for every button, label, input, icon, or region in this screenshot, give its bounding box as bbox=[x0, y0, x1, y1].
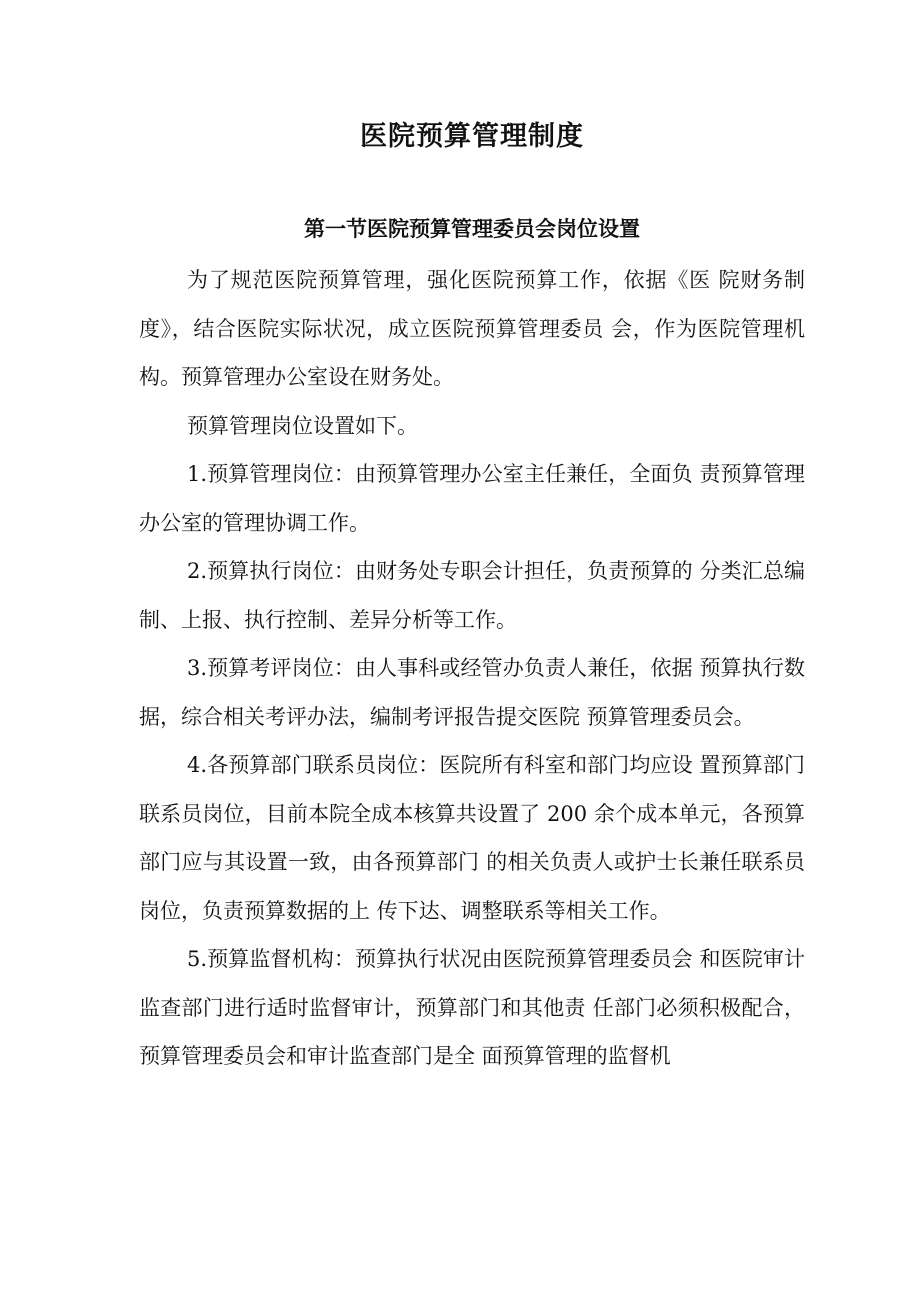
paragraph-positions-intro: 预算管理岗位设置如下。 bbox=[187, 413, 418, 438]
paragraph-item-1: 1.预算管理岗位：由预算管理办公室主任兼任，全面负 责预算管理办公室的管理协调工作。 bbox=[139, 462, 805, 535]
paragraph-item-5: 5.预算监督机构：预算执行状况由医院预算管理委员会 和医院审计监查部门进行适时监督审计，预算部门和其他责 任部门必须积极配合，预算管理委员会和审计监查部门是全 面预算管理的监督机 bbox=[139, 947, 805, 1068]
section-heading: 第一节医院预算管理委员会岗位设置 bbox=[304, 216, 640, 241]
document-title: 医院预算管理制度 bbox=[360, 121, 584, 152]
paragraph-item-2: 2.预算执行岗位：由财务处专职会计担任，负责预算的 分类汇总编制、上报、执行控制、差异分析等工作。 bbox=[139, 559, 805, 632]
paragraph-item-4: 4.各预算部门联系员岗位：医院所有科室和部门均应设 置预算部门联系员岗位，目前本院全成本核算共设置了 200 余个成本单元，各预算部门应与其设置一致，由各预算部门 的相关负责人或护士长兼任联系员岗位，负责预算数据的上 传下达、调整联系等相关工作。 bbox=[139, 753, 805, 923]
paragraph-intro: 为了规范医院预算管理，强化医院预算工作，依据《医 院财务制度》，结合医院实际状况，成立医院预算管理委员 会，作为医院管理机构。预算管理办公室设在财务处。 bbox=[139, 268, 805, 389]
document-body bbox=[139, 256, 805, 1081]
paragraph-item-3: 3.预算考评岗位：由人事科或经管办负责人兼任，依据 预算执行数据，综合相关考评办法，编制考评报告提交医院 预算管理委员会。 bbox=[139, 656, 805, 729]
